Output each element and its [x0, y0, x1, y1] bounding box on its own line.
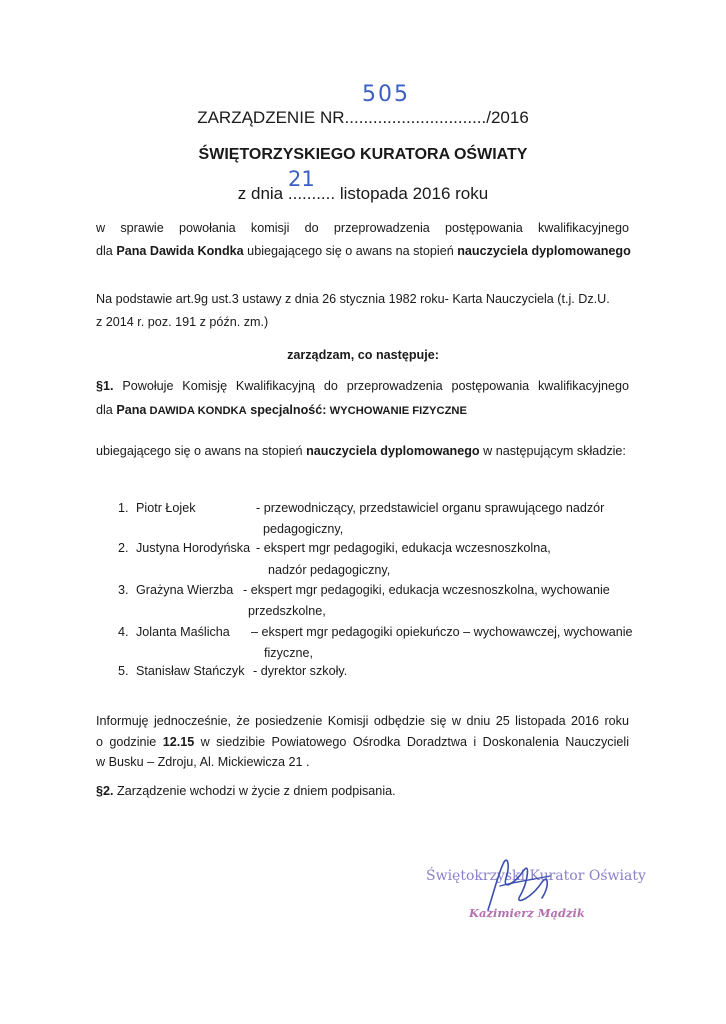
member-role-cont: przedszkolne, — [248, 604, 326, 618]
decree-year: /2016 — [486, 108, 529, 127]
section1-text: w następującym składzie: — [479, 444, 626, 458]
date-prefix: z dnia — [237, 184, 284, 203]
legal-basis-line-2: z 2014 r. poz. 191 z późn. zm.) — [96, 315, 269, 329]
candidate-title: Pana — [116, 403, 147, 417]
decree-number-dots: .............................. — [344, 108, 487, 127]
list-item-number: 3. — [118, 583, 129, 597]
member-role-cont: fizyczne, — [264, 646, 313, 660]
official-stamp: Świętokrzyski Kurator Oświaty — [426, 868, 646, 884]
grade-name: nauczyciela dyplomowanego — [306, 444, 480, 458]
member-role-cont: pedagogiczny, — [263, 522, 344, 536]
decree-prefix: ZARZĄDZENIE NR — [197, 108, 345, 127]
member-name: Grażyna Wierzba — [136, 583, 234, 597]
specialty-label: specjalność: — [246, 403, 327, 417]
decree-heading: zarządzam, co następuje: — [287, 348, 439, 362]
meeting-line-2 — [96, 731, 629, 753]
grade-name: nauczyciela dyplomowanego — [457, 244, 631, 258]
subject-text: dla — [96, 244, 117, 258]
section1-line-2 — [96, 399, 467, 422]
list-item-number: 4. — [118, 625, 129, 639]
member-role: - przewodniczący, przedstawiciel organu sprawującego nadzór — [256, 501, 605, 515]
meeting-line-1: Informuję jednocześnie, że posiedzenie Komisji odbędzie się w dniu 25 listopada 2016 roku — [96, 714, 629, 728]
section1-line-1 — [96, 375, 629, 397]
handwritten-signature — [480, 852, 560, 922]
specialty-value: WYCHOWANIE FIZYCZNE — [326, 405, 467, 417]
member-role-cont: nadzór pedagogiczny, — [268, 563, 391, 577]
section1-line-3 — [96, 440, 626, 462]
meeting-text: w siedzibie Powiatowego Ośrodka Doradztwa i Doskonalenia Nauczycieli — [194, 735, 629, 749]
subject-text: ubiegającego się o awans na stopień — [243, 244, 458, 258]
handwritten-day: 21 — [288, 167, 315, 191]
member-name: Piotr Łojek — [136, 501, 196, 515]
member-name: Justyna Horodyńska — [136, 541, 251, 555]
authority-title: ŚWIĘTORZYSKIEGO KURATORA OŚWIATY — [198, 146, 528, 163]
member-name: Jolanta Maślicha — [136, 625, 230, 639]
section1-text: ubiegającego się o awans na stopień — [96, 444, 307, 458]
section2-text: Zarządzenie wchodzi w życie z dniem podpisania. — [113, 784, 396, 798]
member-role: – ekspert mgr pedagogiki opiekuńczo – wychowawczej, wychowanie — [251, 625, 633, 639]
name-stamp: Kazimierz Mądzik — [469, 906, 585, 920]
candidate-name-caps: DAWIDA KONDKA — [146, 405, 247, 417]
section1-mark: §1. — [96, 379, 114, 393]
meeting-line-3: w Busku – Zdroju, Al. Mickiewicza 21 . — [96, 755, 310, 769]
section2-line — [96, 780, 396, 802]
member-role: - dyrektor szkoły. — [253, 664, 348, 678]
decree-date-line — [0, 184, 726, 204]
legal-basis-line-1: Na podstawie art.9g ust.3 ustawy z dnia 26 stycznia 1982 roku- Karta Nauczyciela (t.j. Dz.U. — [96, 292, 610, 306]
candidate-name: Pana Dawida Kondka — [116, 244, 244, 258]
subject-line-1: w sprawie powołania komisji do przeprowadzenia postępowania kwalifikacyjnego — [96, 221, 629, 235]
member-role: - ekspert mgr pedagogiki, edukacja wczesnoszkolna, wychowanie — [243, 583, 610, 597]
member-role: - ekspert mgr pedagogiki, edukacja wczesnoszkolna, — [256, 541, 551, 555]
list-item-number: 2. — [118, 541, 129, 555]
list-item-number: 1. — [118, 501, 129, 515]
section2-mark: §2. — [96, 784, 114, 798]
list-item-number: 5. — [118, 664, 129, 678]
member-name: Stanisław Stańczyk — [136, 664, 245, 678]
date-dots: .......... — [287, 184, 336, 203]
section1-text: dla — [96, 403, 117, 417]
date-suffix: listopada 2016 roku — [335, 184, 489, 203]
subject-line-2 — [96, 240, 631, 262]
decree-number-line — [0, 108, 726, 128]
handwritten-decree-number: 505 — [362, 82, 410, 107]
meeting-text: o godzinie — [96, 735, 163, 749]
section1-text: Powołuje Komisję Kwalifikacyjną do przeprowadzenia postępowania kwalifikacyjnego — [113, 379, 629, 393]
meeting-time: 12.15 — [162, 735, 195, 749]
